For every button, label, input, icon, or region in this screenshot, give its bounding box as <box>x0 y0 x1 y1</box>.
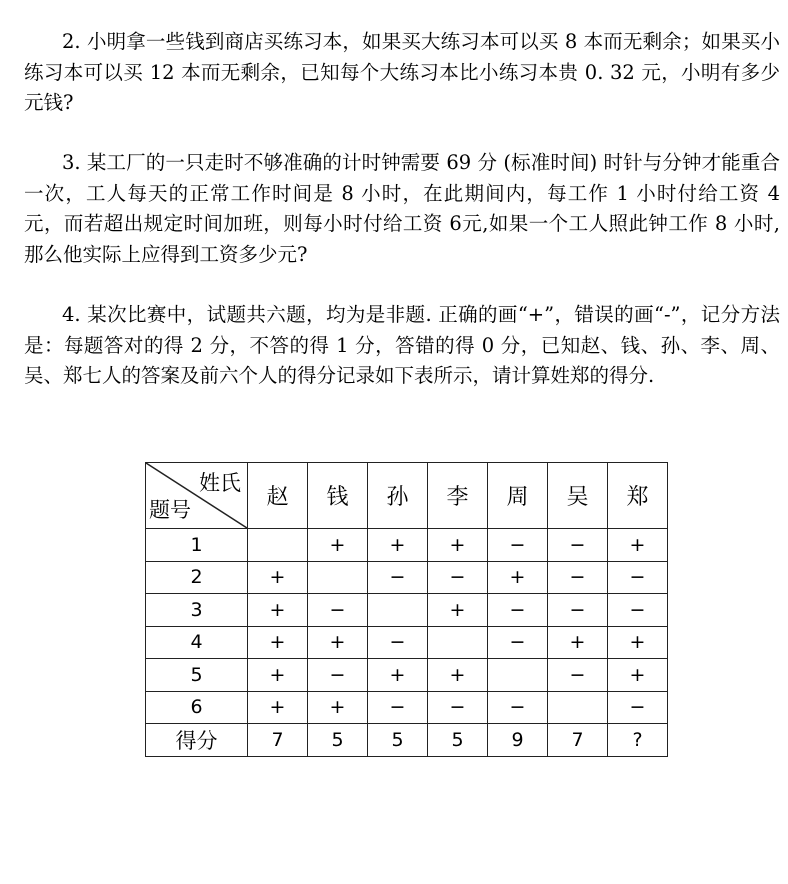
column-header-name: 郑 <box>608 463 668 529</box>
answer-cell: − <box>548 529 608 562</box>
answer-cell: + <box>608 529 668 562</box>
answer-cell: − <box>308 594 368 627</box>
answer-cell <box>428 626 488 659</box>
row-label: 4 <box>146 626 248 659</box>
answer-cell: + <box>308 626 368 659</box>
problem-4-text: 4. 某次比赛中，试题共六题，均为是非题. 正确的画“+”，错误的画“-”，记分方法是：每题答对的得 2 分，不答的得 1 分，答错的得 0 分，已知赵、钱、孙、李、周、吴、郑七人的答案及前六个人的得分记录如下表所示，请计算姓郑的得分. <box>24 303 780 387</box>
column-header-name: 周 <box>488 463 548 529</box>
table-row <box>146 594 668 627</box>
answer-cell: + <box>608 626 668 659</box>
table-row <box>146 626 668 659</box>
answer-cell: + <box>428 659 488 692</box>
answer-cell: + <box>368 659 428 692</box>
answer-cell: + <box>608 659 668 692</box>
problem-2-text: 2. 小明拿一些钱到商店买练习本，如果买大练习本可以买 8 本而无剩余；如果买小练习本可以买 12 本而无剩余，已知每个大练习本比小练习本贵 0. 32 元，小明有多少元钱? <box>24 30 780 114</box>
score-total-row <box>146 724 668 757</box>
table-corner-cell <box>146 463 248 529</box>
answer-cell: + <box>248 561 308 594</box>
row-label: 6 <box>146 691 248 724</box>
answer-cell <box>368 594 428 627</box>
answer-cell <box>308 561 368 594</box>
score-table <box>145 462 668 757</box>
answer-cell: − <box>368 626 428 659</box>
answer-cell: − <box>608 594 668 627</box>
score-cell: 9 <box>488 724 548 757</box>
answer-cell <box>248 529 308 562</box>
score-cell: 7 <box>248 724 308 757</box>
score-row-label: 得分 <box>146 724 248 757</box>
column-header-name: 孙 <box>368 463 428 529</box>
answer-cell: + <box>548 626 608 659</box>
answer-cell: − <box>608 561 668 594</box>
answer-cell: + <box>248 691 308 724</box>
answer-cell: + <box>428 594 488 627</box>
table-header-row <box>146 463 668 529</box>
answer-cell: − <box>488 626 548 659</box>
answer-cell: − <box>488 594 548 627</box>
row-label: 2 <box>146 561 248 594</box>
answer-cell: − <box>308 659 368 692</box>
score-cell: 5 <box>368 724 428 757</box>
answer-cell: − <box>548 594 608 627</box>
answer-cell: + <box>248 594 308 627</box>
table-row <box>146 561 668 594</box>
score-table-container <box>145 462 668 757</box>
answer-cell: − <box>428 691 488 724</box>
answer-cell: − <box>368 691 428 724</box>
answer-cell: + <box>308 691 368 724</box>
answer-cell: − <box>608 691 668 724</box>
column-header-name: 赵 <box>248 463 308 529</box>
answer-cell <box>488 659 548 692</box>
column-header-name: 钱 <box>308 463 368 529</box>
column-header-name: 吴 <box>548 463 608 529</box>
answer-cell: − <box>548 561 608 594</box>
problem-3-text: 3. 某工厂的一只走时不够准确的计时钟需要 69 分 (标准时间) 时针与分钟才能重合一次，工人每天的正常工作时间是 8 小时，在此期间内，每工作 1 小时付给工资 4 元，而若超出规定时间加班，则每小时付给工资 6元,如果一个工人照此钟工作 8 小时,那么他实际上应得到工资多少元? <box>24 151 780 266</box>
answer-cell: − <box>488 529 548 562</box>
answer-cell: − <box>548 659 608 692</box>
answer-cell: − <box>488 691 548 724</box>
answer-cell: − <box>368 561 428 594</box>
score-cell: ? <box>608 724 668 757</box>
answer-cell: − <box>428 561 488 594</box>
table-row <box>146 529 668 562</box>
answer-cell: + <box>428 529 488 562</box>
column-header-name: 李 <box>428 463 488 529</box>
corner-label-question-number: 题号 <box>149 498 191 522</box>
answer-cell: + <box>488 561 548 594</box>
score-cell: 5 <box>308 724 368 757</box>
answer-cell: + <box>248 659 308 692</box>
score-cell: 7 <box>548 724 608 757</box>
score-cell: 5 <box>428 724 488 757</box>
row-label: 3 <box>146 594 248 627</box>
row-label: 1 <box>146 529 248 562</box>
row-label: 5 <box>146 659 248 692</box>
answer-cell: + <box>368 529 428 562</box>
answer-cell: + <box>248 626 308 659</box>
corner-label-surname: 姓氏 <box>199 471 241 495</box>
table-row <box>146 691 668 724</box>
table-row <box>146 659 668 692</box>
answer-cell: + <box>308 529 368 562</box>
answer-cell <box>548 691 608 724</box>
